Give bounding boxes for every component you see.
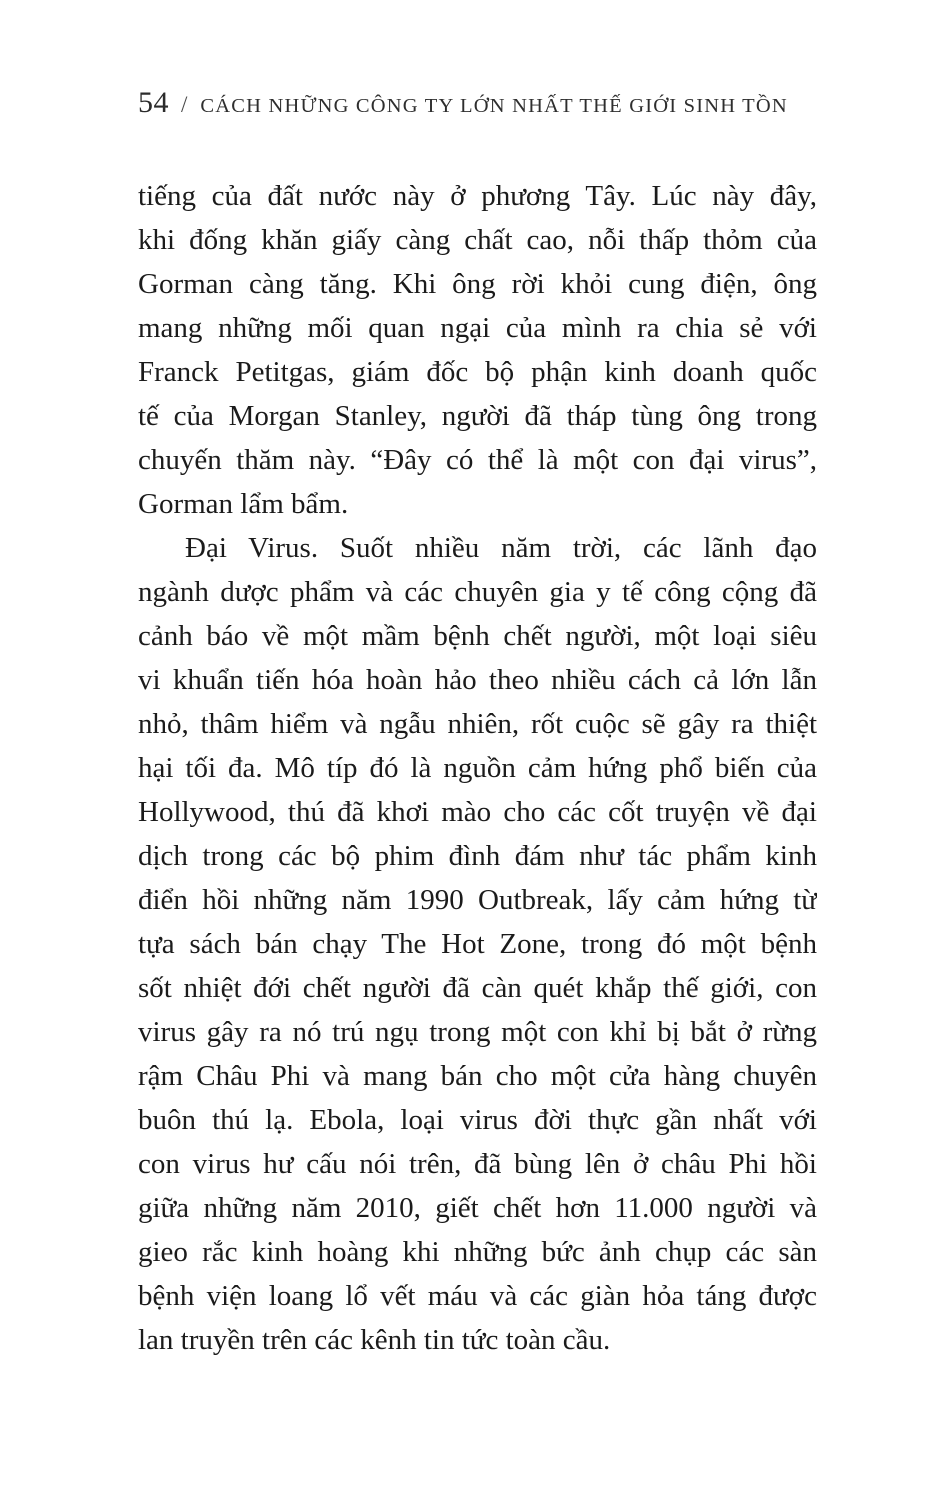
text-line: Gorman càng tăng. Khi ông rời khỏi cung điện, ông [138, 268, 817, 300]
text-line: vi khuẩn tiến hóa hoàn hảo theo nhiều cách cả lớn lẫn [138, 664, 817, 696]
text-line: chuyến thăm này. “Đây có thể là một con đại virus”, [138, 444, 817, 476]
page-number: 54 [138, 86, 169, 119]
text-line: gieo rắc kinh hoàng khi những bức ảnh chụp các sàn [138, 1236, 817, 1268]
text-line: mang những mối quan ngại của mình ra chia sẻ với [138, 312, 817, 344]
text-line: cảnh báo về một mầm bệnh chết người, một loại siêu [138, 620, 817, 652]
text-line: giữa những năm 2010, giết chết hơn 11.000 người và [138, 1192, 817, 1224]
text-line: ngành dược phẩm và các chuyên gia y tế công cộng đã [138, 576, 817, 608]
header-separator: / [181, 92, 188, 117]
text-line: sốt nhiệt đới chết người đã càn quét khắp thế giới, con [138, 972, 817, 1004]
text-line: nhỏ, thâm hiểm và ngẫu nhiên, rốt cuộc sẽ gây ra thiệt [138, 708, 817, 740]
text-line: bệnh viện loang lổ vết máu và các giàn hỏa táng được [138, 1280, 817, 1312]
text-line: rậm Châu Phi và mang bán cho một cửa hàng chuyên [138, 1060, 817, 1092]
text-line: dịch trong các bộ phim đình đám như tác phẩm kinh [138, 840, 817, 872]
text-line: tế của Morgan Stanley, người đã tháp tùng ông trong [138, 400, 817, 432]
paragraph [138, 174, 817, 526]
page-body [138, 174, 817, 1362]
text-line: điển hồi những năm 1990 Outbreak, lấy cảm hứng từ [138, 884, 817, 916]
text-line: tiếng của đất nước này ở phương Tây. Lúc này đây, [138, 180, 817, 212]
text-line: con virus hư cấu nói trên, đã bùng lên ở châu Phi hồi [138, 1148, 817, 1180]
text-line: khi đống khăn giấy càng chất cao, nỗi thấp thỏm của [138, 224, 817, 256]
text-line: virus gây ra nó trú ngụ trong một con khỉ bị bắt ở rừng [138, 1016, 817, 1048]
page-header [138, 86, 788, 120]
text-line: hại tối đa. Mô típ đó là nguồn cảm hứng phổ biến của [138, 752, 817, 784]
running-title: CÁCH NHỮNG CÔNG TY LỚN NHẤT THẾ GIỚI SINH TỒN [200, 95, 788, 117]
text-line: Franck Petitgas, giám đốc bộ phận kinh doanh quốc [138, 356, 817, 388]
text-line: Hollywood, thú đã khơi mào cho các cốt truyện về đại [138, 796, 817, 828]
text-line: Đại Virus. Suốt nhiều năm trời, các lãnh đạo [185, 532, 817, 564]
text-line: buôn thú lạ. Ebola, loại virus đời thực gần nhất với [138, 1104, 817, 1136]
text-line: lan truyền trên các kênh tin tức toàn cầu. [138, 1324, 611, 1356]
paragraph [138, 526, 817, 1362]
text-line: Gorman lẩm bẩm. [138, 488, 349, 520]
text-line: tựa sách bán chạy The Hot Zone, trong đó một bệnh [138, 928, 817, 960]
